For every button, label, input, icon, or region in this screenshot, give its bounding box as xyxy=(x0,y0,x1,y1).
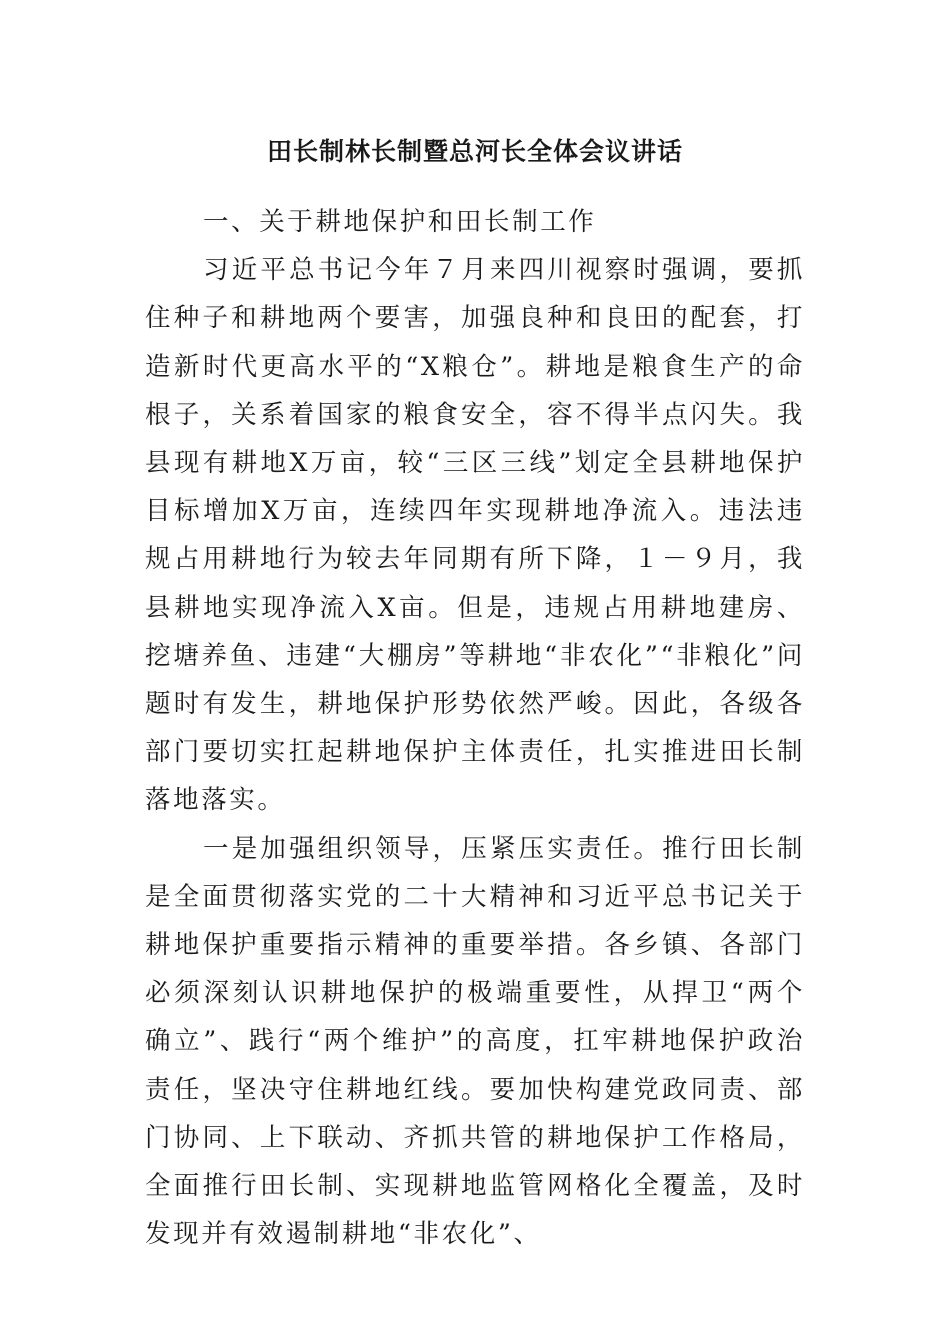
section-heading: 一、关于耕地保护和田长制工作 xyxy=(203,207,597,237)
paragraph: 习近平总书记今年７月来四川视察时强调，要抓住种子和耕地两个要害，加强良种和良田的配套，打造新时代更高水平的“X粮仓”。耕地是粮食生产的命根子，关系着国家的粮食安全，容不得半点闪失。我县现有耕地X万亩，较“三区三线”划定全县耕地保护目标增加X万亩，连续四年实现耕地净流入。违法违规占用耕地行为较去年同期有所下降，１－９月，我县耕地实现净流入X亩。但是，违规占用耕地建房、挖塘养鱼、违建“大棚房”等耕地“非农化”“非粮化”问题时有发生，耕地保护形势依然严峻。因此，各级各部门要切实扛起耕地保护主体责任，扎实推进田长制落地落实。 xyxy=(145,255,805,816)
document-body xyxy=(145,198,805,1258)
document-title: 田长制林长制暨总河长全体会议讲话 xyxy=(266,137,683,166)
paragraph: 一是加强组织领导，压紧压实责任。推行田长制是全面贯彻落实党的二十大精神和习近平总书记关于耕地保护重要指示精神的重要举措。各乡镇、各部门必须深刻认识耕地保护的极端重要性，从捍卫“两个确立”、践行“两个维护”的高度，扛牢耕地保护政治责任，坚决守住耕地红线。要加快构建党政同责、部门协同、上下联动、齐抓共管的耕地保护工作格局，全面推行田长制、实现耕地监管网格化全覆盖，及时发现并有效遏制耕地“非农化”、 xyxy=(145,833,805,1250)
